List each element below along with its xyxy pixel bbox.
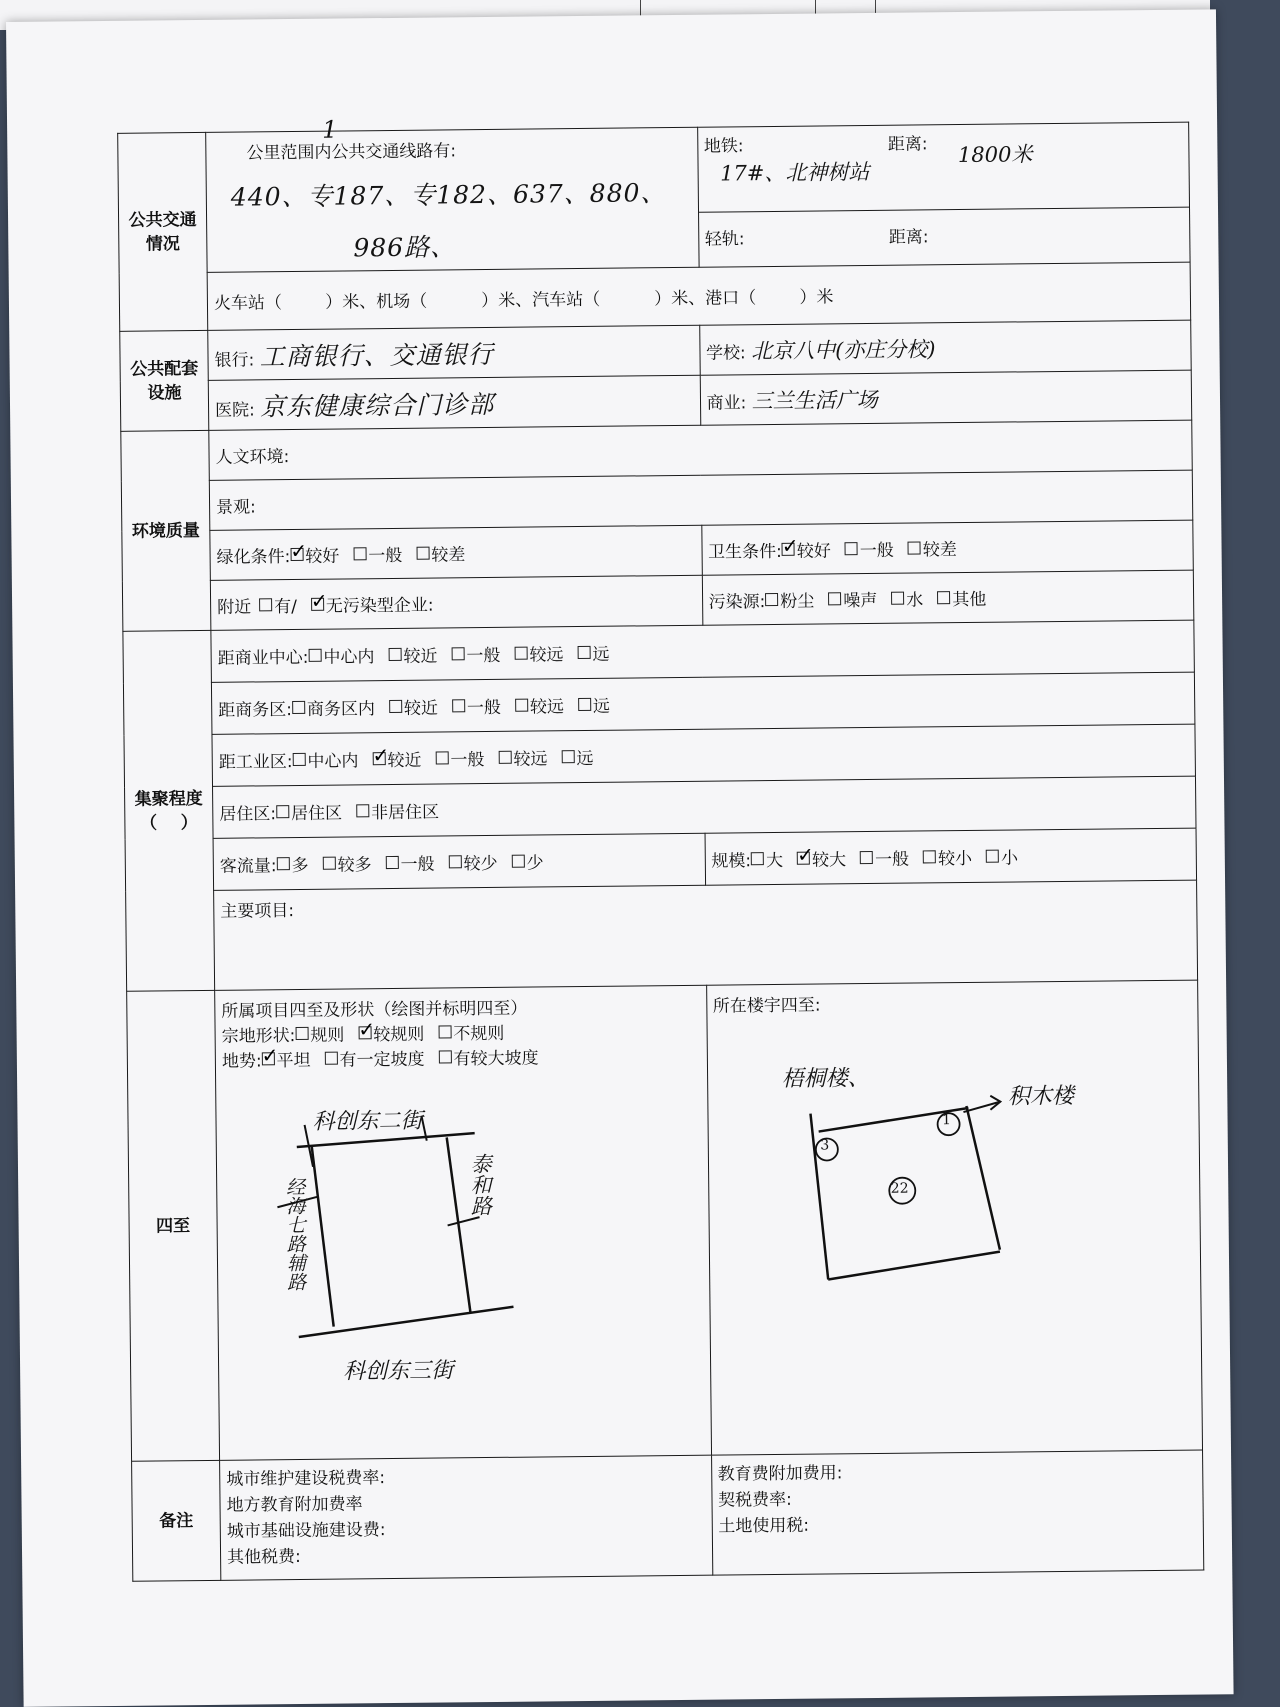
- project-boundary-title: 所属项目四至及形状（绘图并标明四至）: [221, 998, 528, 1022]
- pollution-option[interactable]: [828, 586, 877, 612]
- traffic-checkbox[interactable]: [276, 857, 289, 870]
- cbd-option[interactable]: [388, 642, 437, 668]
- sanitation-option[interactable]: [845, 536, 894, 562]
- nearby-cell: [210, 575, 702, 630]
- school-label: 学校:: [705, 342, 746, 364]
- subway-value: 17#、北神树站: [720, 159, 870, 186]
- land-use-tax-label: 土地使用税:: [718, 1515, 810, 1537]
- business-checkbox[interactable]: [452, 699, 465, 712]
- school-cell: [699, 320, 1191, 375]
- shape-label: 宗地形状:: [221, 1026, 296, 1047]
- light-rail-label: 轻轨:: [704, 229, 745, 250]
- bus-lines-line1: 440、专187、专182、637、880、: [230, 178, 667, 212]
- nearby-option-label: 无污染型企业:: [325, 595, 434, 617]
- business-option[interactable]: [452, 693, 501, 719]
- residential-label: 居住区:: [219, 804, 277, 825]
- scale-option-label: 较小: [937, 848, 973, 870]
- industry-option-label: 一般: [450, 750, 485, 771]
- facilities-category: 公共配套 设施: [120, 330, 209, 431]
- industry-option[interactable]: [372, 746, 421, 772]
- sketch-south-road: 科创东三街: [343, 1358, 454, 1385]
- scale-option[interactable]: [860, 845, 909, 871]
- scale-checkbox[interactable]: [751, 852, 764, 865]
- building-boundary-cell: [706, 980, 1202, 1455]
- industry-option-label: 较远: [513, 749, 548, 770]
- business-option-label: 远: [592, 696, 611, 717]
- sketch-north-road: 科创东二街: [312, 1108, 423, 1135]
- local-edu-label: 地方教育附加费率: [226, 1494, 363, 1516]
- business-label: 距商务区:: [218, 700, 293, 721]
- pollution-option-label: 水: [906, 590, 924, 611]
- industry-label: 距工业区:: [218, 752, 293, 773]
- pollution-checkbox[interactable]: [765, 593, 778, 606]
- scale-checkbox[interactable]: [860, 851, 873, 864]
- cbd-option[interactable]: [577, 640, 609, 665]
- shape-option-label: 不规则: [453, 1023, 505, 1045]
- commerce-cell: [700, 370, 1192, 425]
- industry-checkbox[interactable]: [372, 752, 385, 765]
- bus-lines-cell: [206, 115, 699, 272]
- scale-option[interactable]: [797, 845, 846, 871]
- scale-option-label: 较大: [811, 850, 847, 871]
- greening-option[interactable]: [416, 540, 465, 566]
- scale-option-label: 小: [1000, 848, 1019, 869]
- light-rail-distance-label: 距离:: [888, 227, 929, 248]
- pollution-option-label: 其他: [952, 589, 987, 611]
- shape-checkbox[interactable]: [358, 1026, 371, 1039]
- rail-cell: [697, 122, 1190, 267]
- traffic-option[interactable]: [322, 850, 371, 876]
- pollution-label: 污染源:: [708, 592, 766, 613]
- industry-option-label: 远: [576, 748, 594, 770]
- nearby-option[interactable]: [311, 591, 434, 617]
- terrain-option[interactable]: [324, 1045, 424, 1071]
- traffic-option-label: 较少: [463, 853, 498, 875]
- residential-checkbox[interactable]: [276, 805, 289, 818]
- subway-distance-value: 1800米: [957, 142, 1033, 168]
- industry-option[interactable]: [435, 745, 484, 771]
- subway-label: 地铁:: [703, 136, 744, 157]
- stations-cell: [207, 262, 1191, 330]
- greening-option[interactable]: [290, 542, 339, 568]
- business-checkbox[interactable]: [389, 700, 402, 713]
- traffic-option[interactable]: [511, 848, 543, 873]
- nearby-option[interactable]: [259, 592, 297, 617]
- pollution-option[interactable]: [937, 585, 986, 611]
- traffic-checkbox[interactable]: [448, 855, 461, 868]
- terrain-checkbox[interactable]: [262, 1052, 275, 1065]
- greening-option-label: 较好: [305, 546, 340, 567]
- cbd-checkbox[interactable]: [388, 648, 401, 661]
- shape-option-label: 较规则: [373, 1024, 425, 1046]
- pollution-option[interactable]: [891, 585, 923, 610]
- sanitation-option-label: 一般: [859, 540, 894, 562]
- business-option-label: 较远: [529, 697, 565, 718]
- greening-label: 绿化条件:: [216, 547, 291, 568]
- nearby-checkbox[interactable]: [311, 598, 324, 611]
- sanitation-option[interactable]: [782, 536, 831, 562]
- commerce-value: 三兰生活广场: [751, 387, 878, 413]
- commerce-label: 商业:: [706, 392, 747, 414]
- scale-option[interactable]: [986, 843, 1018, 868]
- transport-category: 公共交通 情况: [118, 132, 208, 331]
- subway-distance-label: 距离:: [887, 134, 928, 155]
- industry-checkbox[interactable]: [292, 753, 305, 766]
- agglomeration-category: 集聚程度 （ ）: [123, 630, 215, 991]
- building-arrow-label: 积木楼: [1007, 1083, 1074, 1110]
- building-sketch: [707, 1018, 1202, 1443]
- shape-option[interactable]: [295, 1021, 344, 1047]
- terrain-option[interactable]: [261, 1046, 310, 1072]
- industry-option-label: 较近: [387, 750, 422, 772]
- residential-option[interactable]: [356, 798, 439, 824]
- greening-option-label: 一般: [368, 545, 403, 567]
- traffic-option-label: 少: [526, 853, 544, 874]
- sketch-east-road: 泰和路: [467, 1152, 493, 1217]
- deed-tax-label: 契税费率:: [717, 1489, 792, 1511]
- greening-checkbox[interactable]: [290, 548, 303, 561]
- traffic-option-label: 多: [291, 855, 309, 877]
- business-option[interactable]: [515, 692, 564, 718]
- remarks-left-cell: [220, 1455, 713, 1580]
- remarks-right-cell: [711, 1450, 1204, 1575]
- building-mark-22: 22: [890, 1180, 909, 1197]
- scale-checkbox[interactable]: [923, 850, 936, 863]
- cbd-option[interactable]: [514, 640, 563, 666]
- hospital-label: 医院:: [214, 399, 255, 421]
- nearby-option-label: 有/: [274, 596, 297, 618]
- environment-category: 环境质量: [121, 430, 211, 631]
- cbd-checkbox[interactable]: [451, 647, 464, 660]
- industry-option[interactable]: [561, 744, 593, 769]
- sanitation-option-label: 较差: [922, 540, 957, 561]
- terrain-option-label: 有一定坡度: [339, 1049, 425, 1071]
- sanitation-checkbox[interactable]: [782, 543, 795, 556]
- traffic-cell: [213, 833, 705, 890]
- scale-option[interactable]: [923, 844, 972, 870]
- stations-text: 火车站（ ）米、机场（ ）米、汽车站（ ）米、港口（ ）米: [213, 287, 834, 314]
- urban-infra-label: 城市基础设施建设费:: [226, 1520, 386, 1542]
- building-boundary-title: 所在楼宇四至:: [712, 995, 821, 1017]
- sketch-west-road: 经海七路辅路: [283, 1176, 307, 1292]
- cbd-checkbox[interactable]: [577, 646, 590, 659]
- shape-checkbox[interactable]: [295, 1027, 308, 1040]
- business-option-label: 较近: [403, 698, 439, 719]
- pollution-checkbox[interactable]: [937, 591, 950, 604]
- pollution-cell: [702, 570, 1194, 625]
- shape-checkbox[interactable]: [438, 1025, 451, 1038]
- scale-checkbox[interactable]: [986, 850, 999, 863]
- cbd-label: 距商业中心:: [217, 647, 309, 669]
- business-checkbox[interactable]: [515, 699, 528, 712]
- greening-checkbox[interactable]: [416, 547, 429, 560]
- edu-surcharge-label: 教育费附加费用:: [717, 1463, 843, 1485]
- traffic-option[interactable]: [448, 849, 497, 875]
- projects-cell: [214, 880, 1198, 990]
- terrain-option-label: 平坦: [276, 1050, 311, 1072]
- pollution-option-label: 噪声: [843, 590, 878, 612]
- scale-option-label: 一般: [874, 849, 910, 870]
- parcel-sketch: [216, 1073, 710, 1438]
- building-sketch-lines: [707, 1018, 1150, 1323]
- cbd-option-label: 中心内: [323, 647, 375, 668]
- building-mark-1: 1: [941, 1112, 952, 1129]
- cbd-option[interactable]: [308, 642, 374, 668]
- sanitation-checkbox[interactable]: [908, 541, 921, 554]
- pollution-checkbox[interactable]: [891, 592, 904, 605]
- pollution-checkbox[interactable]: [828, 592, 841, 605]
- residential-option-label: 非居住区: [370, 802, 440, 824]
- greening-checkbox[interactable]: [353, 547, 366, 560]
- traffic-option-label: 较多: [337, 855, 372, 876]
- remarks-category: 备注: [132, 1460, 221, 1581]
- industry-option[interactable]: [498, 744, 547, 770]
- scale-cell: [705, 828, 1197, 885]
- traffic-checkbox[interactable]: [511, 855, 524, 868]
- school-value: 北京八中(亦庄分校): [750, 336, 936, 363]
- cbd-option-label: 较远: [529, 645, 564, 666]
- residential-checkbox[interactable]: [356, 804, 369, 817]
- scale-option[interactable]: [751, 846, 783, 871]
- business-option-label: 一般: [466, 697, 502, 719]
- industry-option[interactable]: [292, 746, 358, 772]
- business-checkbox[interactable]: [578, 698, 591, 711]
- scale-label: 规模:: [711, 851, 752, 872]
- residential-option-label: 居住区: [290, 803, 343, 825]
- traffic-option-label: 一般: [400, 854, 435, 875]
- cbd-option-label: 一般: [466, 645, 501, 667]
- bank-value: 工商银行、交通银行: [259, 339, 494, 371]
- cbd-checkbox[interactable]: [308, 649, 321, 662]
- projects-label: 主要项目:: [220, 901, 295, 922]
- industry-option-label: 中心内: [307, 751, 359, 772]
- shape-option[interactable]: [358, 1020, 424, 1046]
- business-option[interactable]: [578, 692, 610, 717]
- business-option-label: 商务区内: [306, 699, 376, 720]
- pollution-option-label: 粉尘: [780, 591, 815, 612]
- industry-checkbox[interactable]: [561, 750, 574, 763]
- landscape-label: 景观:: [215, 497, 256, 518]
- business-option[interactable]: [389, 694, 438, 720]
- culture-label: 人文环境:: [215, 447, 290, 468]
- greening-option[interactable]: [353, 541, 402, 567]
- shape-option[interactable]: [438, 1019, 504, 1045]
- greening-cell: [210, 525, 702, 580]
- terrain-option-label: 有较大坡度: [453, 1048, 539, 1070]
- bus-lines-label: 公里范围内公共交通线路有:: [246, 141, 457, 164]
- cbd-checkbox[interactable]: [514, 647, 527, 660]
- cbd-option-label: 远: [592, 644, 610, 665]
- bank-cell: [208, 325, 700, 380]
- project-boundary-cell: [215, 985, 711, 1460]
- traffic-option[interactable]: [385, 850, 434, 876]
- terrain-label: 地势:: [221, 1051, 262, 1072]
- nearby-checkbox[interactable]: [259, 598, 272, 611]
- greening-option-label: 较差: [431, 545, 466, 566]
- sanitation-cell: [701, 520, 1193, 575]
- cbd-option[interactable]: [451, 641, 500, 667]
- sanitation-label: 卫生条件:: [707, 541, 782, 563]
- scale-checkbox[interactable]: [797, 852, 810, 865]
- hospital-cell: [208, 375, 700, 430]
- terrain-checkbox[interactable]: [439, 1050, 452, 1063]
- industry-checkbox[interactable]: [435, 751, 448, 764]
- sanitation-option[interactable]: [908, 535, 957, 561]
- terrain-checkbox[interactable]: [325, 1052, 338, 1065]
- survey-form-page: [6, 9, 1234, 1707]
- traffic-option[interactable]: [276, 851, 308, 876]
- sanitation-option-label: 较好: [796, 541, 831, 562]
- survey-table: [117, 115, 1204, 1582]
- building-top-left-label: 梧桐楼、: [781, 1066, 870, 1092]
- sanitation-checkbox[interactable]: [845, 542, 858, 555]
- nearby-label: 附近: [217, 597, 252, 618]
- traffic-checkbox[interactable]: [322, 857, 335, 870]
- business-option[interactable]: [292, 694, 375, 720]
- other-tax-label: 其他税费:: [226, 1546, 301, 1568]
- hospital-value: 京东健康综合门诊部: [260, 389, 495, 421]
- urban-tax-label: 城市维护建设税费率:: [226, 1468, 386, 1490]
- traffic-checkbox[interactable]: [385, 856, 398, 869]
- business-checkbox[interactable]: [292, 701, 305, 714]
- terrain-option[interactable]: [438, 1043, 538, 1069]
- traffic-label: 客流量:: [219, 856, 277, 877]
- pollution-option[interactable]: [765, 587, 814, 613]
- industry-checkbox[interactable]: [498, 751, 511, 764]
- shape-option-label: 规则: [310, 1025, 345, 1046]
- bus-radius-value: 1: [321, 115, 338, 144]
- boundaries-category: 四至: [127, 990, 220, 1461]
- scale-option-label: 大: [765, 850, 784, 872]
- bus-lines-line2: 986路、: [353, 232, 457, 263]
- cbd-option-label: 较近: [403, 646, 438, 667]
- bank-label: 银行:: [214, 349, 255, 371]
- building-mark-3: 3: [820, 1137, 830, 1154]
- residential-option[interactable]: [276, 799, 342, 825]
